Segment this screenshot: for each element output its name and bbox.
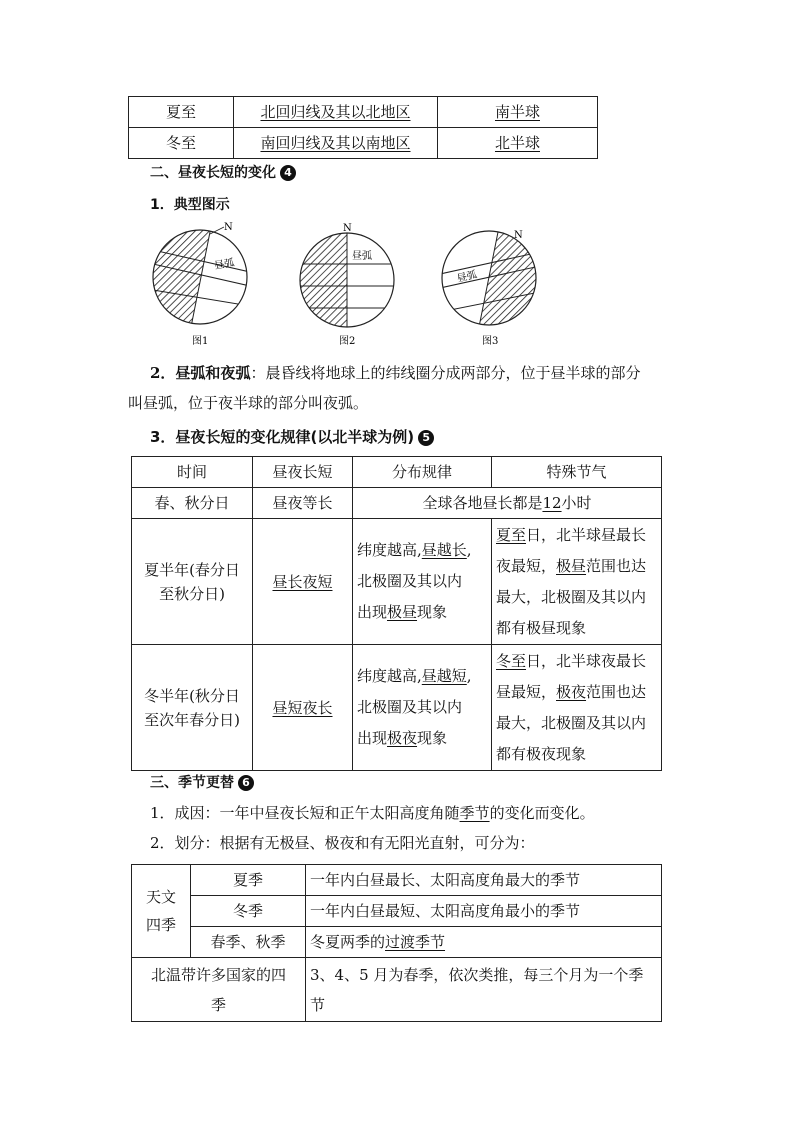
header-cell: 昼夜长短 — [253, 457, 353, 488]
figure-1 — [153, 222, 250, 332]
arc-label: 昼弧 — [213, 257, 236, 272]
svg-text:N: N — [514, 230, 523, 241]
summer-special: 夏至日，北半球昼最长 夜最短，极昼范围也达 最大，北极圈及其以内 都有极昼现象 — [492, 519, 662, 645]
season-name: 夏季 — [191, 865, 306, 896]
season-name: 春季、秋季 — [191, 927, 306, 958]
equinox-time: 春、秋分日 — [132, 488, 253, 519]
term-cell: 冬至 — [129, 128, 234, 159]
hemisphere-cell: 南半球 — [438, 97, 598, 128]
northern-temperate-desc: 3、4、5 月为春季，依次类推，每三个月为一个季 节 — [306, 958, 662, 1022]
figure-2 — [300, 222, 400, 332]
season-desc: 一年内白昼最长、太阳高度角最大的季节 — [306, 865, 662, 896]
season-desc: 冬夏两季的过渡季节 — [306, 927, 662, 958]
region-cell: 南回归线及其以南地区 — [234, 128, 438, 159]
arc-definition: 2．昼弧和夜弧：晨昏线将地球上的纬线圈分成两部分，位于昼半球的部分 — [150, 364, 641, 382]
season-desc: 一年内白昼最短、太阳高度角最小的季节 — [306, 896, 662, 927]
winter-rule: 纬度越高,昼越短, 北极圈及其以内 出现极夜现象 — [353, 645, 492, 771]
equinox-length: 昼夜等长 — [253, 488, 353, 519]
astronomical-seasons: 天文 四季 — [132, 865, 191, 958]
figure-3-caption: 图3 — [482, 336, 499, 347]
header-cell: 时间 — [132, 457, 253, 488]
figures — [140, 222, 560, 352]
equinox-rule: 全球各地昼长都是12小时 — [353, 488, 662, 519]
division-paragraph: 2．划分：根据有无极昼、极夜和有无阳光直射，可分为： — [150, 834, 535, 852]
solstice-table — [128, 96, 598, 159]
north-label: N — [224, 222, 233, 233]
winter-length: 昼短夜长 — [253, 645, 353, 771]
winter-time: 冬半年(秋分日 至次年春分日) — [132, 645, 253, 771]
season-name: 冬季 — [191, 896, 306, 927]
figure-3 — [440, 222, 540, 332]
arc-definition-line2: 叫昼弧，位于夜半球的部分叫夜弧。 — [128, 394, 369, 412]
cause-paragraph: 1．成因：一年中昼夜长短和正午太阳高度角随季节的变化而变化。 — [150, 804, 595, 822]
badge-4-icon: 4 — [280, 165, 296, 181]
summer-length: 昼长夜短 — [253, 519, 353, 645]
section-3-heading: 三、季节更替 6 — [150, 772, 254, 792]
section-2-heading: 二、昼夜长短的变化 4 — [150, 162, 296, 182]
season-table — [131, 864, 662, 1022]
figure-subheading: 1．典型图示 — [150, 197, 230, 213]
hemisphere-cell: 北半球 — [438, 128, 598, 159]
term-cell: 夏至 — [129, 97, 234, 128]
rule-subheading: 3．昼夜长短的变化规律(以北半球为例) 5 — [150, 426, 434, 447]
figure-1-caption: 图1 — [192, 336, 209, 347]
day-length-table — [131, 456, 662, 771]
northern-temperate-seasons: 北温带许多国家的四 季 — [132, 958, 306, 1022]
svg-text:昼弧: 昼弧 — [352, 251, 372, 262]
svg-text:昼弧: 昼弧 — [456, 269, 479, 285]
summer-rule: 纬度越高,昼越长, 北极圈及其以内 出现极昼现象 — [353, 519, 492, 645]
region-cell: 北回归线及其以北地区 — [234, 97, 438, 128]
winter-special: 冬至日，北半球夜最长 昼最短，极夜范围也达 最大，北极圈及其以内 都有极夜现象 — [492, 645, 662, 771]
badge-5-icon: 5 — [418, 430, 434, 446]
svg-text:N: N — [343, 223, 352, 234]
header-cell: 分布规律 — [353, 457, 492, 488]
header-cell: 特殊节气 — [492, 457, 662, 488]
summer-time: 夏半年(春分日 至秋分日) — [132, 519, 253, 645]
badge-6-icon: 6 — [238, 775, 254, 791]
figure-2-caption: 图2 — [339, 336, 356, 347]
